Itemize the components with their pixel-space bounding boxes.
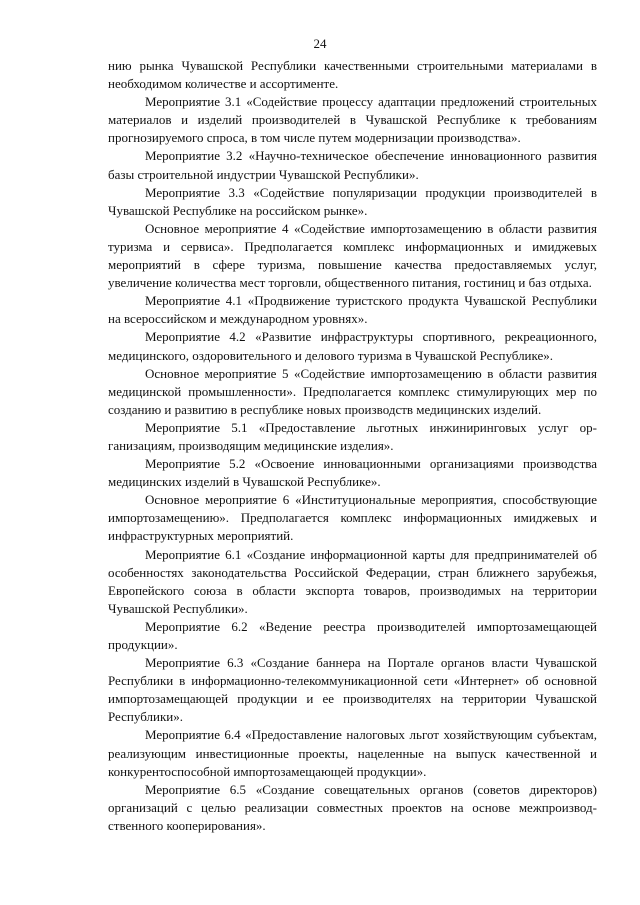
paragraph-measure-4-1: Мероприятие 4.1 «Продвижение туристского продукта Чувашской Республики на всероссийском и международном уровнях». (108, 293, 597, 327)
paragraph-measure-5-1: Мероприятие 5.1 «Предоставление льготных инжиниринговых услуг организациям, производящим медицинские изделия». (108, 419, 597, 453)
document-body (108, 57, 597, 835)
page-number: 24 (313, 36, 327, 51)
paragraph-measure-6-3: Мероприятие 6.3 «Создание баннера на Портале органов власти Чувашской Республики в информационно-телекоммуникационной сети «Интернет» об основной импортозамещающей продукции и ее производителях на территории Чувашской Республики». (108, 655, 597, 725)
paragraph-measure-3-2: Мероприятие 3.2 «Научно-техническое обеспечение инновационного развития базы строительной индустрии Чувашской Республики». (108, 148, 597, 182)
paragraph-measure-6-5: Мероприятие 6.5 «Создание совещательных органов (советов директоров) организаций с целью реализации совместных проектов на основе межпроизводственного кооперирования». (108, 781, 597, 833)
paragraph-main-measure-6: Основное мероприятие 6 «Институциональные мероприятия, способствующие импортозамещению». Предполагается комплекс информационных имиджевых и инфраструктурных мероприятий. (108, 492, 597, 544)
paragraph-measure-4-2: Мероприятие 4.2 «Развитие инфраструктуры спортивного, рекреационного, медицинского, оздоровительного и делового туризма в Чувашской Республике». (108, 329, 597, 363)
paragraph-measure-6-1: Мероприятие 6.1 «Создание информационной карты для предпринимателей об особенностях законодательства Российской Федерации, стран ближнего зарубежья, Европейского союза в области экспорта товаров, производимых на территории Чувашской Республики». (108, 546, 597, 616)
paragraph-measure-3-3: Мероприятие 3.3 «Содействие популяризации продукции производителей в Чувашской Республике на российском рынке». (108, 184, 597, 218)
paragraph-measure-5-2: Мероприятие 5.2 «Освоение инновационными организациями производства медицинских изделий в Чувашской Республике». (108, 456, 597, 490)
paragraph-continuation: нию рынка Чувашской Республики качественными строительными материалами в необходимом количестве и ассортименте. (108, 58, 597, 92)
paragraph-measure-6-4: Мероприятие 6.4 «Предоставление налоговых льгот хозяйствующим субъектам, реализующим инвестиционные проекты, нацеленные на выпуск качественной и конкурентоспособной импортозамещающей продукции». (108, 727, 597, 779)
paragraph-main-measure-4: Основное мероприятие 4 «Содействие импортозамещению в области развития туризма и сервиса». Предполагается комплекс информационных и имиджевых мероприятий в сфере туризма, повышение качества предоставляемых услуг, увеличение количества мест торговли, общественного питания, гостиниц и баз отдыха. (108, 220, 597, 291)
paragraph-measure-3-1: Мероприятие 3.1 «Содействие процессу адаптации предложений строительных материалов и изделий производителей в Чувашской Республике к требованиям прогнозируемого спроса, в том числе путем модернизации производства». (108, 94, 597, 146)
paragraph-main-measure-5: Основное мероприятие 5 «Содействие импортозамещению в области развития медицинской промышленности». Предполагается комплекс стимулирующих мер по созданию и развитию в республике новых производств медицинских изделий. (108, 365, 597, 417)
paragraph-measure-6-2: Мероприятие 6.2 «Ведение реестра производителей импортозамещающей продукции». (108, 618, 597, 652)
